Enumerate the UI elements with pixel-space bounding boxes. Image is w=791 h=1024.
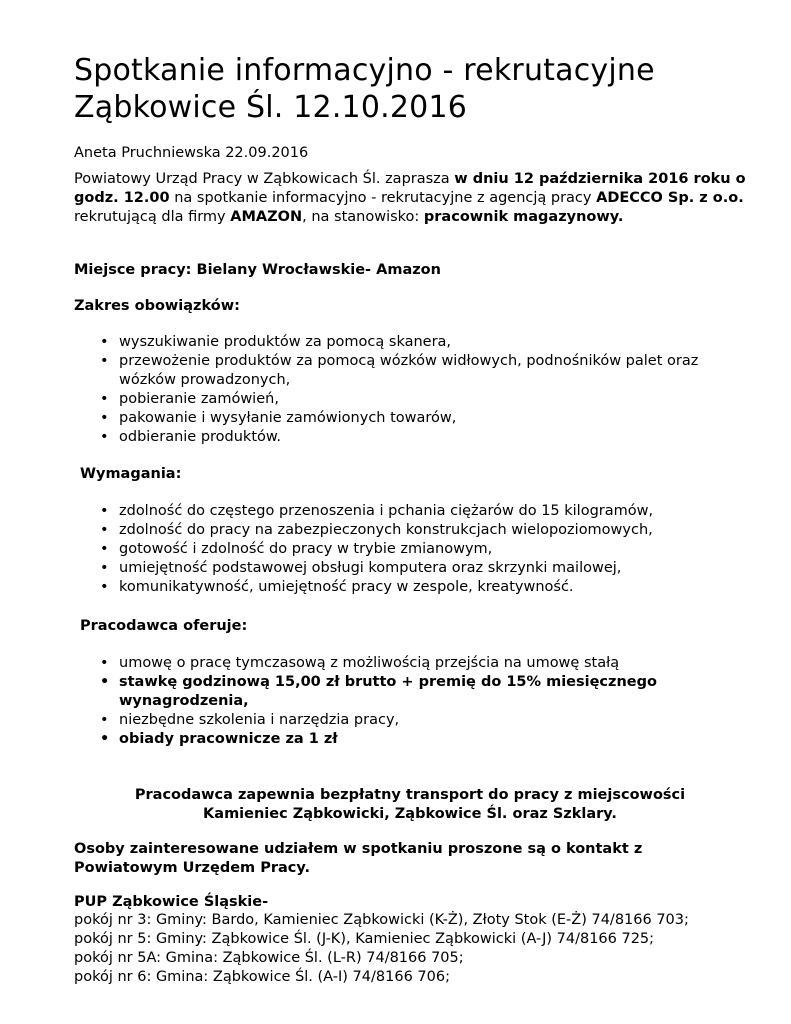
duties-heading: Zakres obowiązków: — [74, 298, 240, 314]
list-item: • wyszukiwanie produktów za pomocą skanera, — [100, 333, 750, 352]
list-item: • odbieranie produktów. — [100, 428, 750, 447]
list-item: • pobieranie zamówień, — [100, 390, 750, 409]
intro-position: pracownik magazynowy. — [423, 209, 624, 225]
intro-paragraph — [74, 170, 754, 227]
title-line-1: Spotkanie informacyjno - rekrutacyjne — [74, 53, 655, 88]
list-item: • umiejętność podstawowej obsługi komputera oraz skrzynki mailowej, — [100, 559, 750, 578]
offer-heading: Pracodawca oferuje: — [80, 618, 248, 634]
list-item: • niezbędne szkolenia i narzędzia pracy, — [100, 711, 710, 730]
room-line: pokój nr 5: Gminy: Ząbkowice Śl. (J-K), Kamieniec Ząbkowicki (A-J) 74/8166 725; — [74, 931, 655, 947]
list-item: • stawkę godzinową 15,00 zł brutto + premię do 15% miesięcznego wynagrodzenia, — [100, 673, 710, 711]
requirements-list — [100, 502, 750, 597]
pup-rooms — [74, 911, 774, 987]
title-line-2: Ząbkowice Śl. 12.10.2016 — [74, 90, 468, 125]
list-item: • gotowość i zdolność do pracy w trybie zmianowym, — [100, 540, 750, 559]
list-item: • komunikatywność, umiejętność pracy w zespole, kreatywność. — [100, 578, 750, 597]
transport-note: Pracodawca zapewnia bezpłatny transport do pracy z miejscowości Kamieniec Ząbkowicki, Ząbkowice Śl. oraz Szklary. — [134, 787, 686, 822]
list-item: • obiady pracownicze za 1 zł — [100, 730, 710, 749]
intro-text-1: Powiatowy Urząd Pracy w Ząbkowicach Śl. zaprasza — [74, 171, 455, 187]
duties-list — [100, 333, 750, 447]
offer-list — [100, 654, 710, 749]
list-item: • umowę o pracę tymczasową z możliwością przejścia na umowę stałą — [100, 654, 710, 673]
list-item: • przewożenie produktów za pomocą wózków widłowych, podnośników palet oraz wózków prowadzonych, — [100, 352, 750, 390]
intro-date: w dniu 12 października 2016 roku o godz. 12.00 — [74, 171, 746, 206]
list-item: • zdolność do częstego przenoszenia i pchania ciężarów do 15 kilogramów, — [100, 502, 750, 521]
list-item: • pakowanie i wysyłanie zamówionych towarów, — [100, 409, 750, 428]
byline: Aneta Pruchniewska 22.09.2016 — [74, 145, 309, 161]
room-line: pokój nr 5A: Gmina: Ząbkowice Śl. (L-R) 74/8166 705; — [74, 950, 464, 966]
requirements-heading: Wymagania: — [80, 466, 182, 482]
intro-agency: ADECCO Sp. z o.o. — [596, 190, 744, 206]
room-line: pokój nr 6: Gmina: Ząbkowice Śl. (A-I) 74/8166 706; — [74, 969, 450, 985]
pup-heading: PUP Ząbkowice Śląskie- — [74, 894, 269, 910]
page-title — [74, 52, 655, 126]
intro-text-4: , na stanowisko: — [302, 209, 424, 225]
list-item: • zdolność do pracy na zabezpieczonych konstrukcjach wielopoziomowych, — [100, 521, 750, 540]
contact-note: Osoby zainteresowane udziałem w spotkaniu proszone są o kontakt z Powiatowym Urzędem Pracy. — [74, 841, 643, 876]
intro-company: AMAZON — [230, 209, 303, 225]
intro-text-2: na spotkanie informacyjno - rekrutacyjne z agencją pracy — [169, 190, 597, 206]
workplace-heading: Miejsce pracy: Bielany Wrocławskie- Amazon — [74, 262, 441, 278]
intro-text-3: rekrutującą dla firmy — [74, 209, 231, 225]
room-line: pokój nr 3: Gminy: Bardo, Kamieniec Ząbkowicki (K-Ż), Złoty Stok (E-Ż) 74/8166 703; — [74, 912, 689, 928]
